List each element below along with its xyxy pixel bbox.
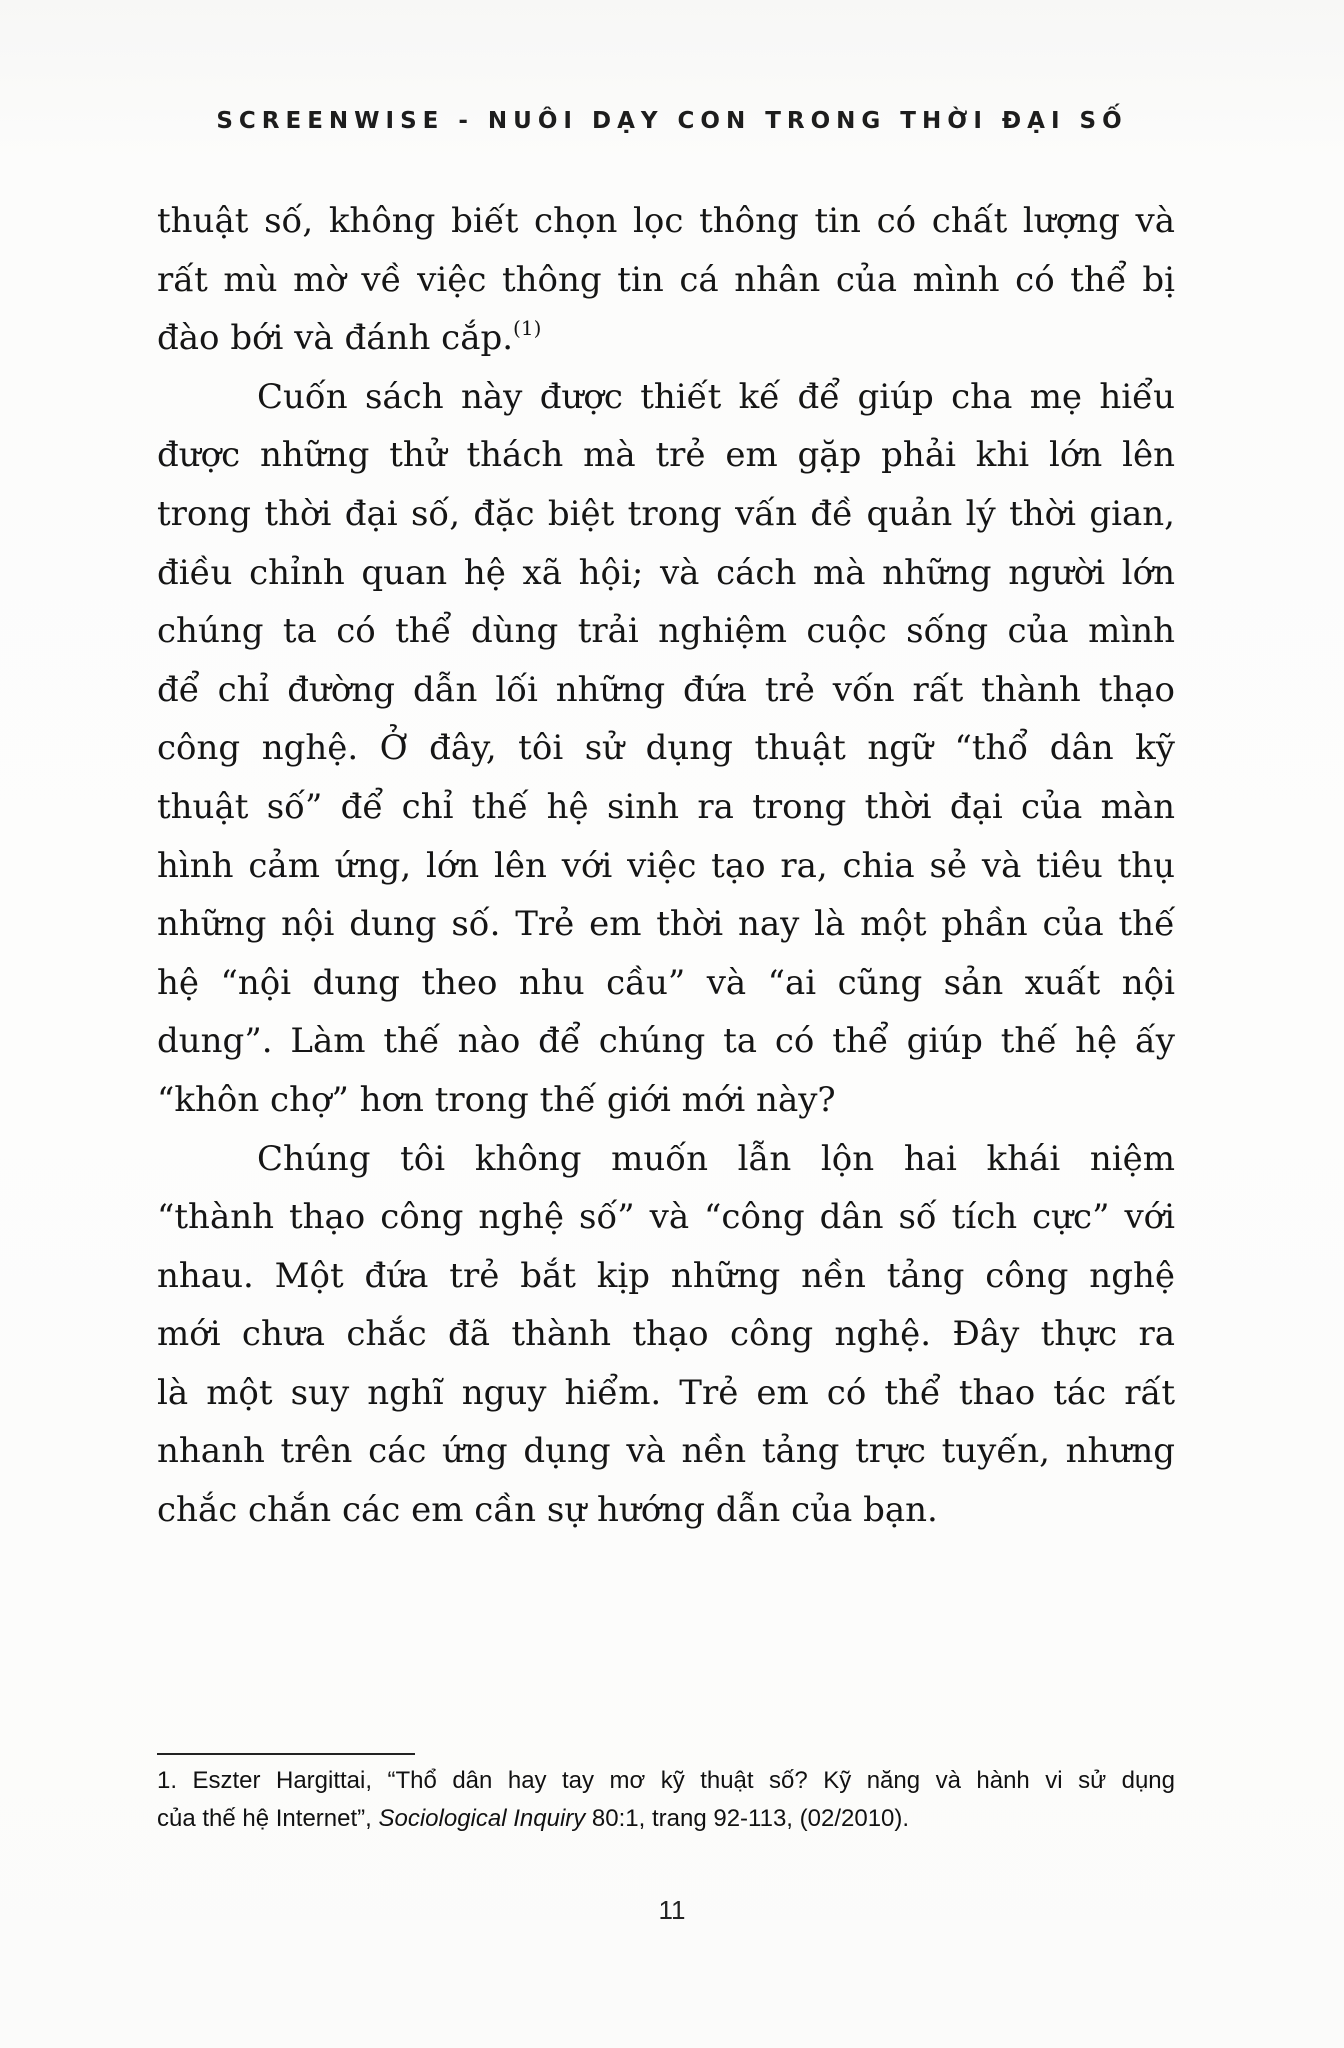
text-line: chúng ta có thể dùng trải nghiệm cuộc sống của mình — [157, 611, 1175, 652]
footnote — [157, 1762, 1175, 1838]
text-line: nhau. Một đứa trẻ bắt kịp những nền tảng công nghệ — [157, 1255, 1175, 1296]
text-line: Chúng tôi không muốn lẫn lộn hai khái niệm — [257, 1138, 1175, 1179]
text-line: mới chưa chắc đã thành thạo công nghệ. Đây thực ra — [157, 1314, 1175, 1355]
page-number: 11 — [658, 1895, 686, 1925]
footnote-number: 1. — [157, 1767, 178, 1794]
footnote-divider — [157, 1753, 415, 1755]
paragraph-1 — [157, 192, 1175, 368]
text-line: những nội dung số. Trẻ em thời nay là một phần của thế — [157, 904, 1175, 945]
running-header: SCREENWISE - NUÔI DẠY CON TRONG THỜI ĐẠI SỐ — [216, 108, 1128, 134]
footnote-text: của thế hệ Internet”, — [157, 1805, 379, 1832]
text-line: dung”. Làm thế nào để chúng ta có thể giúp thế hệ ấy — [157, 1021, 1175, 1062]
text-line: để chỉ đường dẫn lối những đứa trẻ vốn rất thành thạo — [157, 669, 1175, 710]
footnote-line — [157, 1800, 1175, 1838]
paragraph-3 — [157, 1130, 1175, 1540]
text-line: thuật số” để chỉ thế hệ sinh ra trong thời đại của màn — [157, 786, 1175, 827]
text-line: chắc chắn các em cần sự hướng dẫn của bạn. — [157, 1490, 938, 1531]
text-line: công nghệ. Ở đây, tôi sử dụng thuật ngữ “thổ dân kỹ — [157, 728, 1175, 769]
text-line — [157, 309, 1175, 368]
text-line: Cuốn sách này được thiết kế để giúp cha mẹ hiểu — [257, 376, 1175, 417]
text-line: hệ “nội dung theo nhu cầu” và “ai cũng sản xuất nội — [157, 962, 1175, 1003]
footnote-reference[interactable]: (1) — [513, 316, 542, 341]
footnote-line — [157, 1762, 1175, 1800]
text-line: “khôn chợ” hơn trong thế giới mới này? — [157, 1079, 836, 1120]
paragraph-2 — [157, 368, 1175, 1130]
text-line: “thành thạo công nghệ số” và “công dân số tích cực” với — [157, 1197, 1175, 1238]
text-line: điều chỉnh quan hệ xã hội; và cách mà những người lớn — [157, 552, 1175, 593]
text-line: được những thử thách mà trẻ em gặp phải khi lớn lên — [157, 435, 1175, 476]
text-line-content: đào bới và đánh cắp. — [157, 318, 514, 359]
footnote-text: 80:1, trang 92-113, (02/2010). — [585, 1805, 910, 1832]
text-line: trong thời đại số, đặc biệt trong vấn đề quản lý thời gian, — [157, 493, 1175, 534]
journal-title: Sociological Inquiry — [378, 1805, 586, 1832]
footnote-text: Eszter Hargittai, “Thổ dân hay tay mơ kỹ thuật số? Kỹ năng và hành vi sử dụng — [192, 1767, 1175, 1794]
text-line: rất mù mờ về việc thông tin cá nhân của mình có thể bị — [157, 259, 1175, 300]
text-line: nhanh trên các ứng dụng và nền tảng trực tuyến, nhưng — [157, 1431, 1175, 1472]
text-line: thuật số, không biết chọn lọc thông tin có chất lượng và — [157, 201, 1175, 241]
text-line: hình cảm ứng, lớn lên với việc tạo ra, chia sẻ và tiêu thụ — [157, 845, 1175, 886]
body-text — [157, 192, 1175, 1540]
text-line: là một suy nghĩ nguy hiểm. Trẻ em có thể thao tác rất — [157, 1372, 1175, 1413]
